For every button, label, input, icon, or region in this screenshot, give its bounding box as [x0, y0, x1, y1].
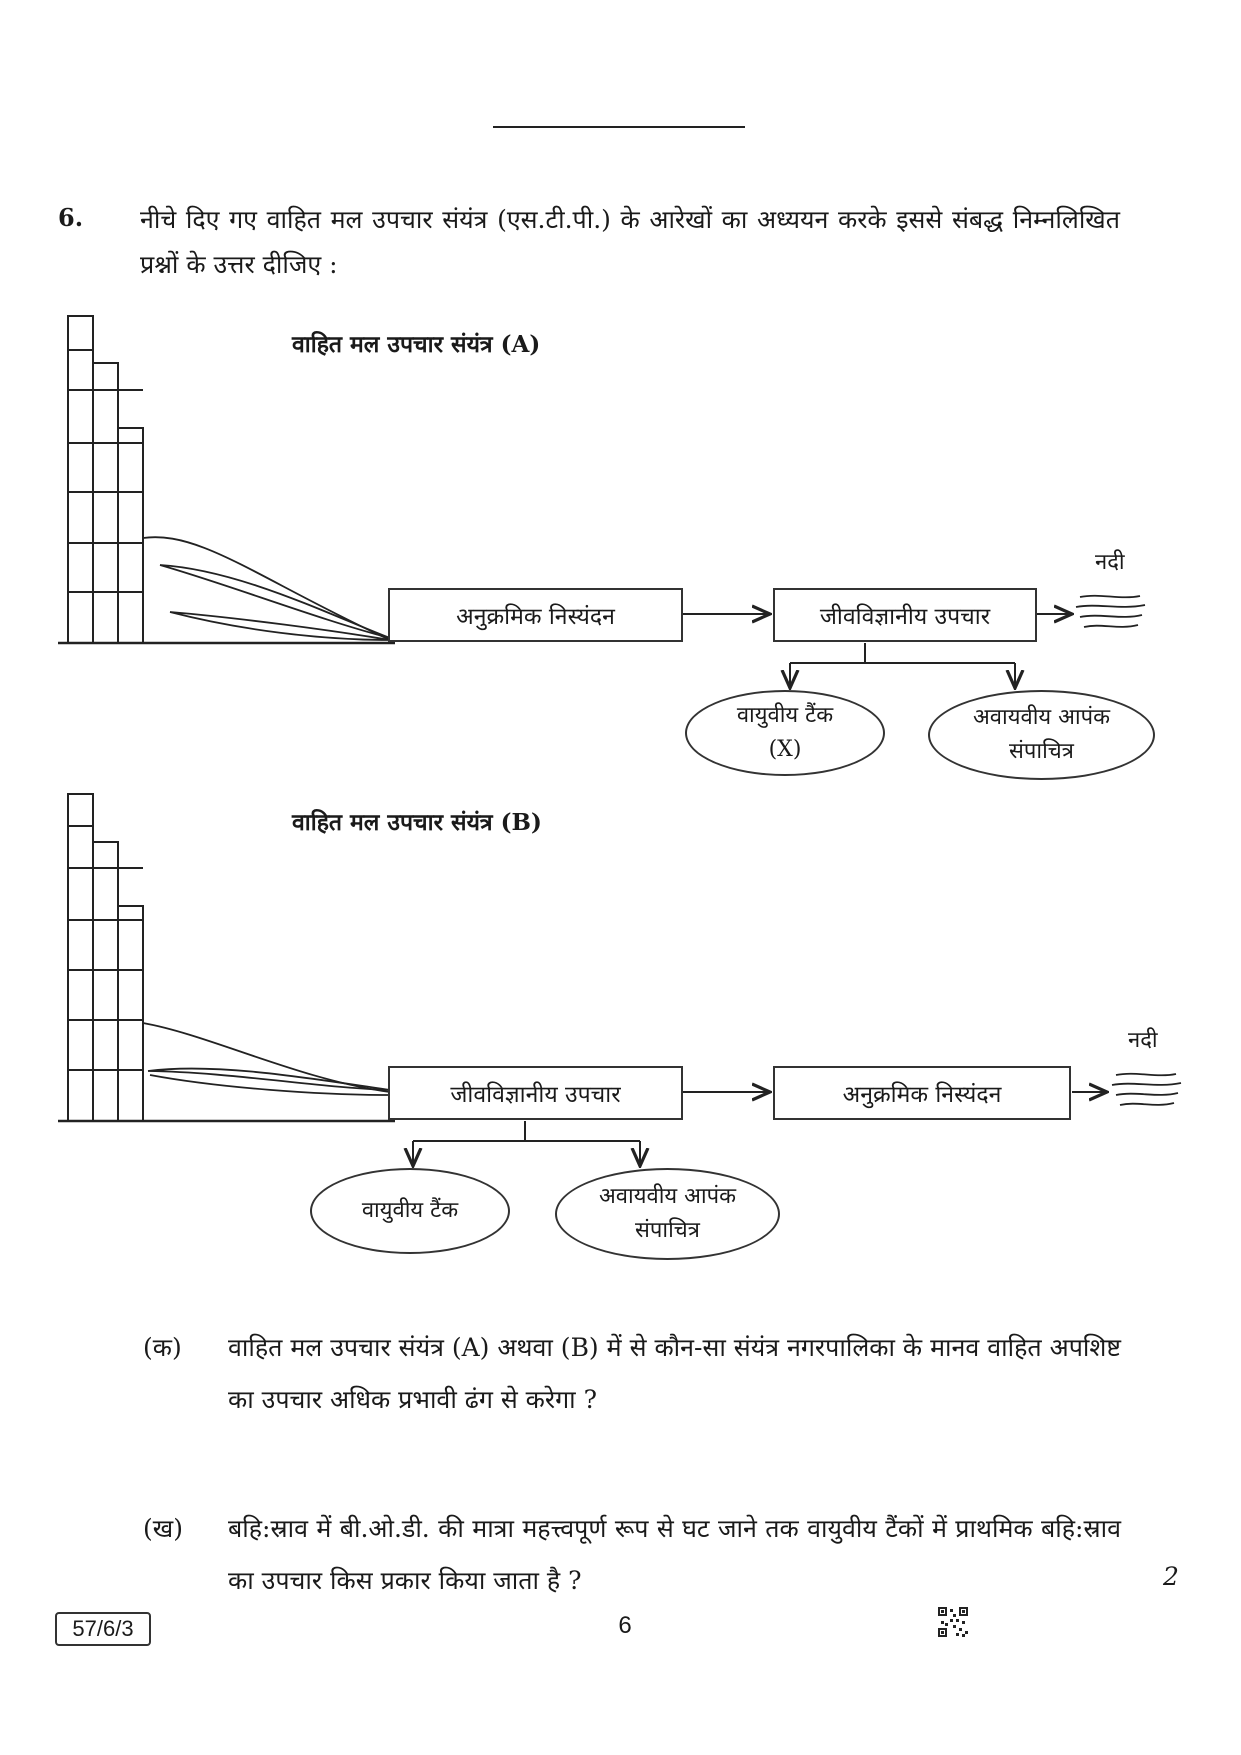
paper-code: 57/6/3 — [55, 1612, 151, 1646]
diagram-a-aeration-tank — [685, 690, 885, 776]
digester-b-label-line1: अवायवीय आपंक — [598, 1184, 737, 1209]
subquestion-label: (ख) — [143, 1514, 183, 1543]
buildings-a — [68, 316, 143, 643]
qr-code-icon — [938, 1607, 968, 1637]
top-rule — [493, 126, 745, 128]
page-number: 6 — [618, 1612, 632, 1639]
diagram-b-box-filtration: अनुक्रमिक निस्यंदन — [773, 1066, 1071, 1120]
diagram-b-box-biological: जीवविज्ञानीय उपचार — [388, 1066, 683, 1120]
effluent-flow-b — [143, 1023, 390, 1095]
diagram-b-river-label: नदी — [1128, 1028, 1158, 1053]
buildings-b — [68, 794, 143, 1121]
effluent-flow-a — [143, 537, 390, 640]
diagram-a-anaerobic-digester — [928, 690, 1155, 780]
diagram-a-box-biological: जीवविज्ञानीय उपचार — [773, 588, 1037, 642]
diagram-a-title: वाहित मल उपचार संयंत्र (A) — [292, 331, 541, 358]
subquestion-text: वाहित मल उपचार संयंत्र (A) अथवा (B) में से कौन-सा संयंत्र नगरपालिका के मानव वाहित अपशिष्ट का उपचार अधिक प्रभावी ढंग से करेगा ? — [228, 1333, 1121, 1414]
question-number: 6. — [58, 203, 84, 232]
digester-label-line2: संपाचित्र — [1009, 739, 1074, 764]
diagram-b-title: वाहित मल उपचार संयंत्र (B) — [292, 809, 542, 836]
diagram-b-aeration-tank: वायुवीय टैंक — [310, 1168, 510, 1254]
question-text: नीचे दिए गए वाहित मल उपचार संयंत्र (एस.टी.पी.) के आरेखों का अध्ययन करके इससे संबद्ध निम्नलिखित प्रश्नों के उत्तर दीजिए : — [140, 205, 1120, 279]
diagram-b-anaerobic-digester — [555, 1168, 780, 1260]
subquestion-label: (क) — [143, 1333, 182, 1362]
digester-label-line1: अवायवीय आपंक — [972, 705, 1111, 730]
aeration-tank-marker: (X) — [768, 737, 802, 762]
diagram-a-river-label: नदी — [1095, 550, 1125, 575]
subquestion-text: बहि:स्राव में बी.ओ.डी. की मात्रा महत्त्वपूर्ण रूप से घट जाने तक वायुवीय टैंकों में प्राथमिक बहि:स्राव का उपचार किस प्रकार किया जाता है ? — [228, 1514, 1121, 1595]
digester-b-label-line2: संपाचित्र — [635, 1218, 700, 1243]
branch-b — [413, 1121, 640, 1166]
aeration-tank-label: वायुवीय टैंक — [736, 703, 834, 728]
diagram-a-box-filtration: अनुक्रमिक निस्यंदन — [388, 588, 683, 642]
branch-a — [790, 643, 1015, 688]
river-waves-a — [1076, 596, 1145, 627]
marks: 2 — [1163, 1562, 1179, 1591]
river-waves-b — [1112, 1074, 1181, 1105]
